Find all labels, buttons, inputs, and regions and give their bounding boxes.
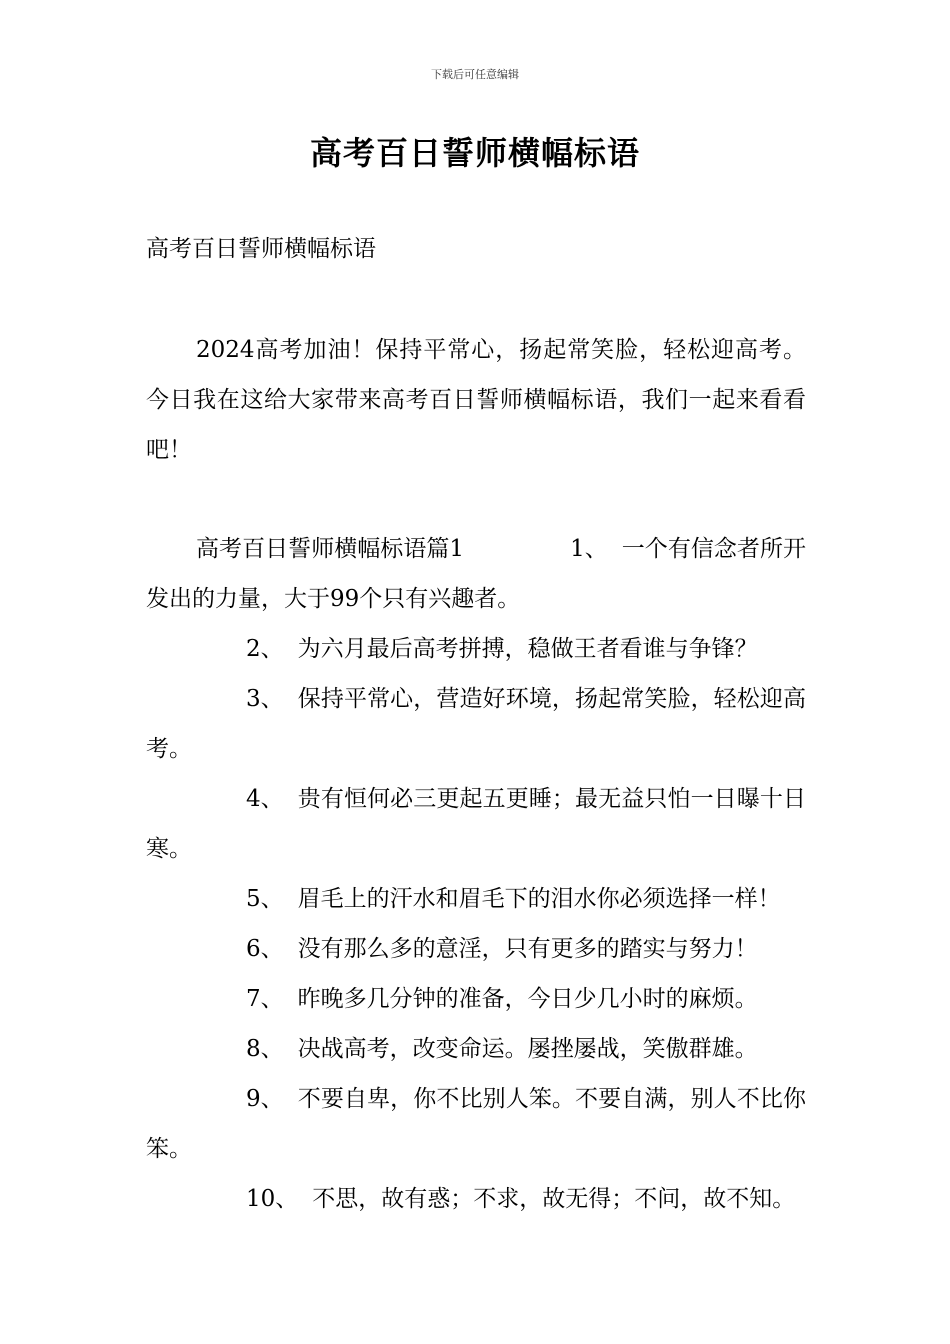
item-number: 5、 bbox=[246, 886, 284, 912]
list-item bbox=[146, 1174, 806, 1224]
item-text: 昨晚多几分钟的准备，今日少几小时的麻烦。 bbox=[297, 986, 758, 1012]
list-item bbox=[146, 674, 806, 774]
item-text: 保持平常心，营造好环境，扬起常笑脸，轻松迎高考。 bbox=[146, 686, 806, 762]
item-number: 6、 bbox=[246, 936, 284, 962]
item-number: 8、 bbox=[246, 1036, 284, 1062]
item-number: 1、 bbox=[570, 536, 608, 562]
list-item bbox=[146, 874, 806, 924]
document-subtitle bbox=[146, 224, 806, 274]
item-text: 眉毛上的汗水和眉毛下的泪水你必须选择一样！ bbox=[297, 886, 781, 912]
document-title: 高考百日誓师横幅标语 bbox=[309, 134, 640, 172]
header-note: 下载后可任意编辑 bbox=[431, 68, 519, 81]
item-number: 4、 bbox=[246, 786, 284, 812]
intro-text: 2024高考加油！保持平常心，扬起常笑脸，轻松迎高考。今日我在这给大家带来高考百日誓师横幅标语，我们一起来看看吧！ bbox=[146, 337, 806, 463]
subtitle-text: 高考百日誓师横幅标语 bbox=[146, 236, 376, 262]
section-heading: 高考百日誓师横幅标语篇1 bbox=[196, 536, 465, 562]
item-text: 没有那么多的意淫，只有更多的踏实与努力！ bbox=[297, 936, 758, 962]
list-item bbox=[146, 1024, 806, 1074]
item-number: 10、 bbox=[246, 1186, 299, 1212]
list-item bbox=[146, 1074, 806, 1174]
list-item bbox=[146, 974, 806, 1024]
slogan-list bbox=[146, 524, 806, 1224]
item-text: 为六月最后高考拼搏，稳做王者看谁与争锋？ bbox=[297, 636, 758, 662]
item-number: 2、 bbox=[246, 636, 284, 662]
item-text: 不要自卑，你不比别人笨。不要自满，别人不比你笨。 bbox=[146, 1086, 806, 1162]
item-text: 贵有恒何必三更起五更睡；最无益只怕一日曝十日寒。 bbox=[146, 786, 806, 862]
intro-paragraph bbox=[146, 325, 806, 475]
item-number: 3、 bbox=[246, 686, 284, 712]
item-number: 7、 bbox=[246, 986, 284, 1012]
list-item bbox=[146, 924, 806, 974]
list-item bbox=[146, 774, 806, 874]
list-item bbox=[146, 624, 806, 674]
item-text: 不思，故有惑；不求，故无得；不问，故不知。 bbox=[312, 1186, 796, 1212]
item-text: 决战高考，改变命运。屡挫屡战，笑傲群雄。 bbox=[297, 1036, 758, 1062]
item-text: 一个有信念者所开发出的力量，大于99个只有兴趣者。 bbox=[146, 536, 807, 612]
list-item bbox=[146, 524, 806, 624]
item-number: 9、 bbox=[246, 1086, 284, 1112]
